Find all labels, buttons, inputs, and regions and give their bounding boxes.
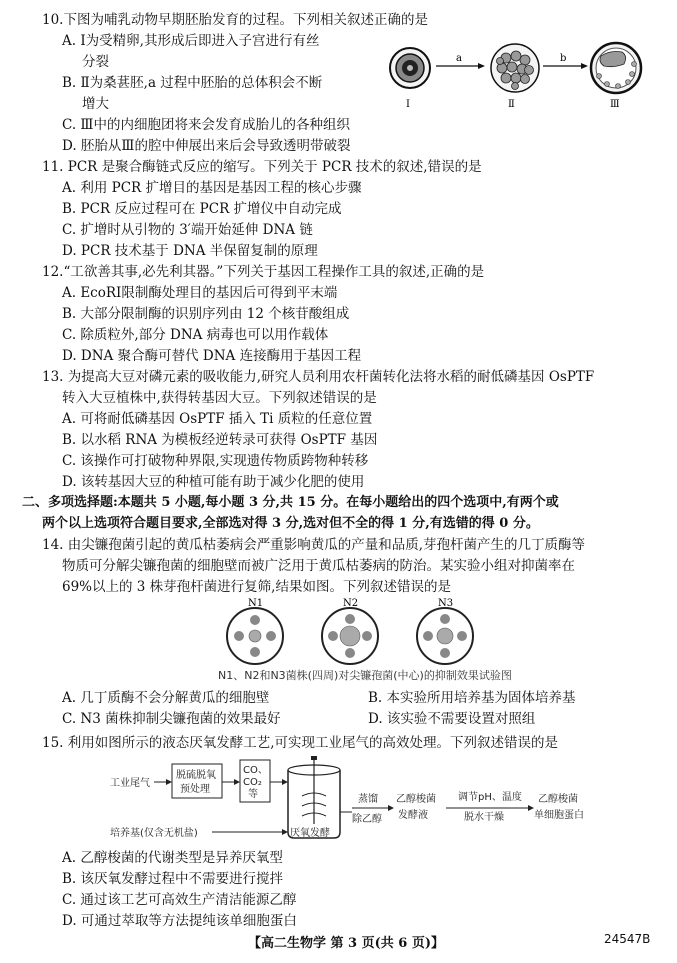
q15-stem: 15. 利用如图所示的液态厌氧发酵工艺,可实现工业尾气的高效处理。下列叙述错误的是 [42,735,559,751]
flow-co: CO、 [243,765,268,776]
q10-option-a: A. Ⅰ为受精卵,其形成后即进入子宫进行有丝 [62,33,320,49]
embryo-development-figure [388,34,648,112]
q12-option-b: B. 大部分限制酶的识别序列由 12 个核苷酸组成 [62,306,350,322]
q13-stem-line2: 转入大豆植株中,获得转基因大豆。下列叙述错误的是 [62,390,377,406]
q13-option-b: B. 以水稻 RNA 为模板经逆转录可获得 OsPTF 基因 [62,432,378,448]
arrow-b-label: b [560,53,567,64]
dish-label-n1: N1 [248,598,264,609]
section2-instructions-line1: 二、多项选择题:本题共 5 小题,每小题 3 分,共 15 分。在每小题给出的四个选项中,有两个或 [22,495,559,510]
q15-option-c: C. 通过该工艺可高效生产清洁能源乙醇 [62,892,297,908]
q10-option-b: B. Ⅱ为桑葚胚,a 过程中胚胎的总体积会不断 [62,75,323,91]
q13-option-d: D. 该转基因大豆的种植可能有助于减少化肥的使用 [62,474,365,490]
q10-option-c: C. Ⅲ中的内细胞团将来会发育成胎儿的各种组织 [62,117,350,133]
flow-product-protein: 单细胞蛋白 [534,810,584,821]
flow-anaerobic: 厌氧发酵 [290,828,330,839]
q10-stem: 10.下图为哺乳动物早期胚胎发育的过程。下列相关叙述正确的是 [42,12,428,28]
dish-n1 [227,598,283,664]
dish-label-n3: N3 [438,598,454,609]
flow-clostridium: 乙醇梭菌 [396,794,436,805]
q12-option-c: C. 除质粒外,部分 DNA 病毒也可以用作载体 [62,327,329,343]
q12-option-d: D. DNA 聚合酶可替代 DNA 连接酶用于基因工程 [62,348,362,364]
q15-option-a: A. 乙醇梭菌的代谢类型是异养厌氧型 [62,850,283,866]
petri-dish-figure [205,598,495,668]
q14-stem-line1: 14. 由尖镰孢菌引起的黄瓜枯萎病会严重影响黄瓜的产量和品质,芽孢杆菌产生的几丁质酶等 [42,537,586,553]
q14-option-d: D. 该实验不需要设置对照组 [368,711,536,727]
flow-distill: 蒸馏 [358,794,378,805]
fermentation-flow-diagram [108,756,648,848]
q14-stem-line3: 69%以上的 3 株芽孢杆菌进行复筛,结果如图。下列叙述错误的是 [62,579,451,595]
q11-option-b: B. PCR 反应过程可在 PCR 扩增仪中自动完成 [62,201,342,217]
q13-stem-line1: 13. 为提高大豆对磷元素的吸收能力,研究人员利用农杆菌转化法将水稻的耐低磷基因 OsPTF [42,369,595,385]
flow-adjust: 调节pH、温度 [458,792,522,803]
flow-desulfur: 脱硫脱氧 [176,770,216,781]
flow-tail-gas: 工业尾气 [110,778,150,789]
flow-remove-ethanol: 除乙醇 [352,814,382,825]
q11-option-c: C. 扩增时从引物的 3′端开始延伸 DNA 链 [62,222,313,238]
q15-option-d: D. 可通过萃取等方法提纯该单细胞蛋白 [62,913,297,929]
flow-dry: 脱水干燥 [464,812,504,823]
flow-medium: 培养基(仅含无机盐) [110,828,198,839]
dish-figure-caption: N1、N2和N3菌株(四周)对尖镰孢菌(中心)的抑制效果试验图 [218,669,512,682]
arrow-a-label: a [456,53,462,64]
q12-stem: 12.“工欲善其事,必先利其器。”下列关于基因工程操作工具的叙述,正确的是 [42,264,485,280]
flow-product-organism: 乙醇梭菌 [538,794,578,805]
dish-n3 [417,598,473,664]
fig-label-3: Ⅲ [610,99,620,110]
q12-option-a: A. EcoRⅠ限制酶处理目的基因后可得到平末端 [62,285,338,301]
section2-instructions-line2: 两个以上选项符合题目要求,全部选对得 3 分,选对但不全的得 1 分,有选错的得 0 分。 [42,516,539,531]
q10-option-b-cont: 增大 [82,96,109,112]
q14-stem-line2: 物质可分解尖镰孢菌的细胞壁而被广泛用于黄瓜枯萎病的防治。某实验小组对抑菌率在 [62,558,575,574]
q14-option-a: A. 几丁质酶不会分解黄瓜的细胞壁 [62,690,270,706]
q14-option-b: B. 本实验所用培养基为固体培养基 [368,690,576,706]
page-footer-code: 24547B [604,932,651,946]
flow-broth: 发酵液 [398,810,428,821]
q11-stem: 11. PCR 是聚合酶链式反应的缩写。下列关于 PCR 技术的叙述,错误的是 [42,159,482,175]
fig-label-2: Ⅱ [508,99,515,110]
q15-option-b: B. 该厌氧发酵过程中不需要进行搅拌 [62,871,284,887]
flow-pretreat: 预处理 [180,784,210,795]
q14-option-c: C. N3 菌株抑制尖镰孢菌的效果最好 [62,711,281,727]
fig-label-1: Ⅰ [406,99,410,110]
q11-option-a: A. 利用 PCR 扩增目的基因是基因工程的核心步骤 [62,180,362,196]
page-footer-title: 【高二生物学 第 3 页(共 6 页)】 [248,936,445,951]
q13-option-a: A. 可将耐低磷基因 OsPTF 插入 Ti 质粒的任意位置 [62,411,373,427]
dish-label-n2: N2 [343,598,359,609]
q13-option-c: C. 该操作可打破物种界限,实现遗传物质跨物种转移 [62,453,369,469]
fermentation-tank [288,756,340,838]
flow-co2: CO₂ [243,777,262,788]
q10-option-a-cont: 分裂 [82,54,109,70]
dish-n2 [322,598,378,664]
q11-option-d: D. PCR 技术基于 DNA 半保留复制的原理 [62,243,318,259]
flow-etc: 等 [248,789,258,800]
q10-option-d: D. 胚胎从Ⅲ的腔中伸展出来后会导致透明带破裂 [62,138,351,154]
